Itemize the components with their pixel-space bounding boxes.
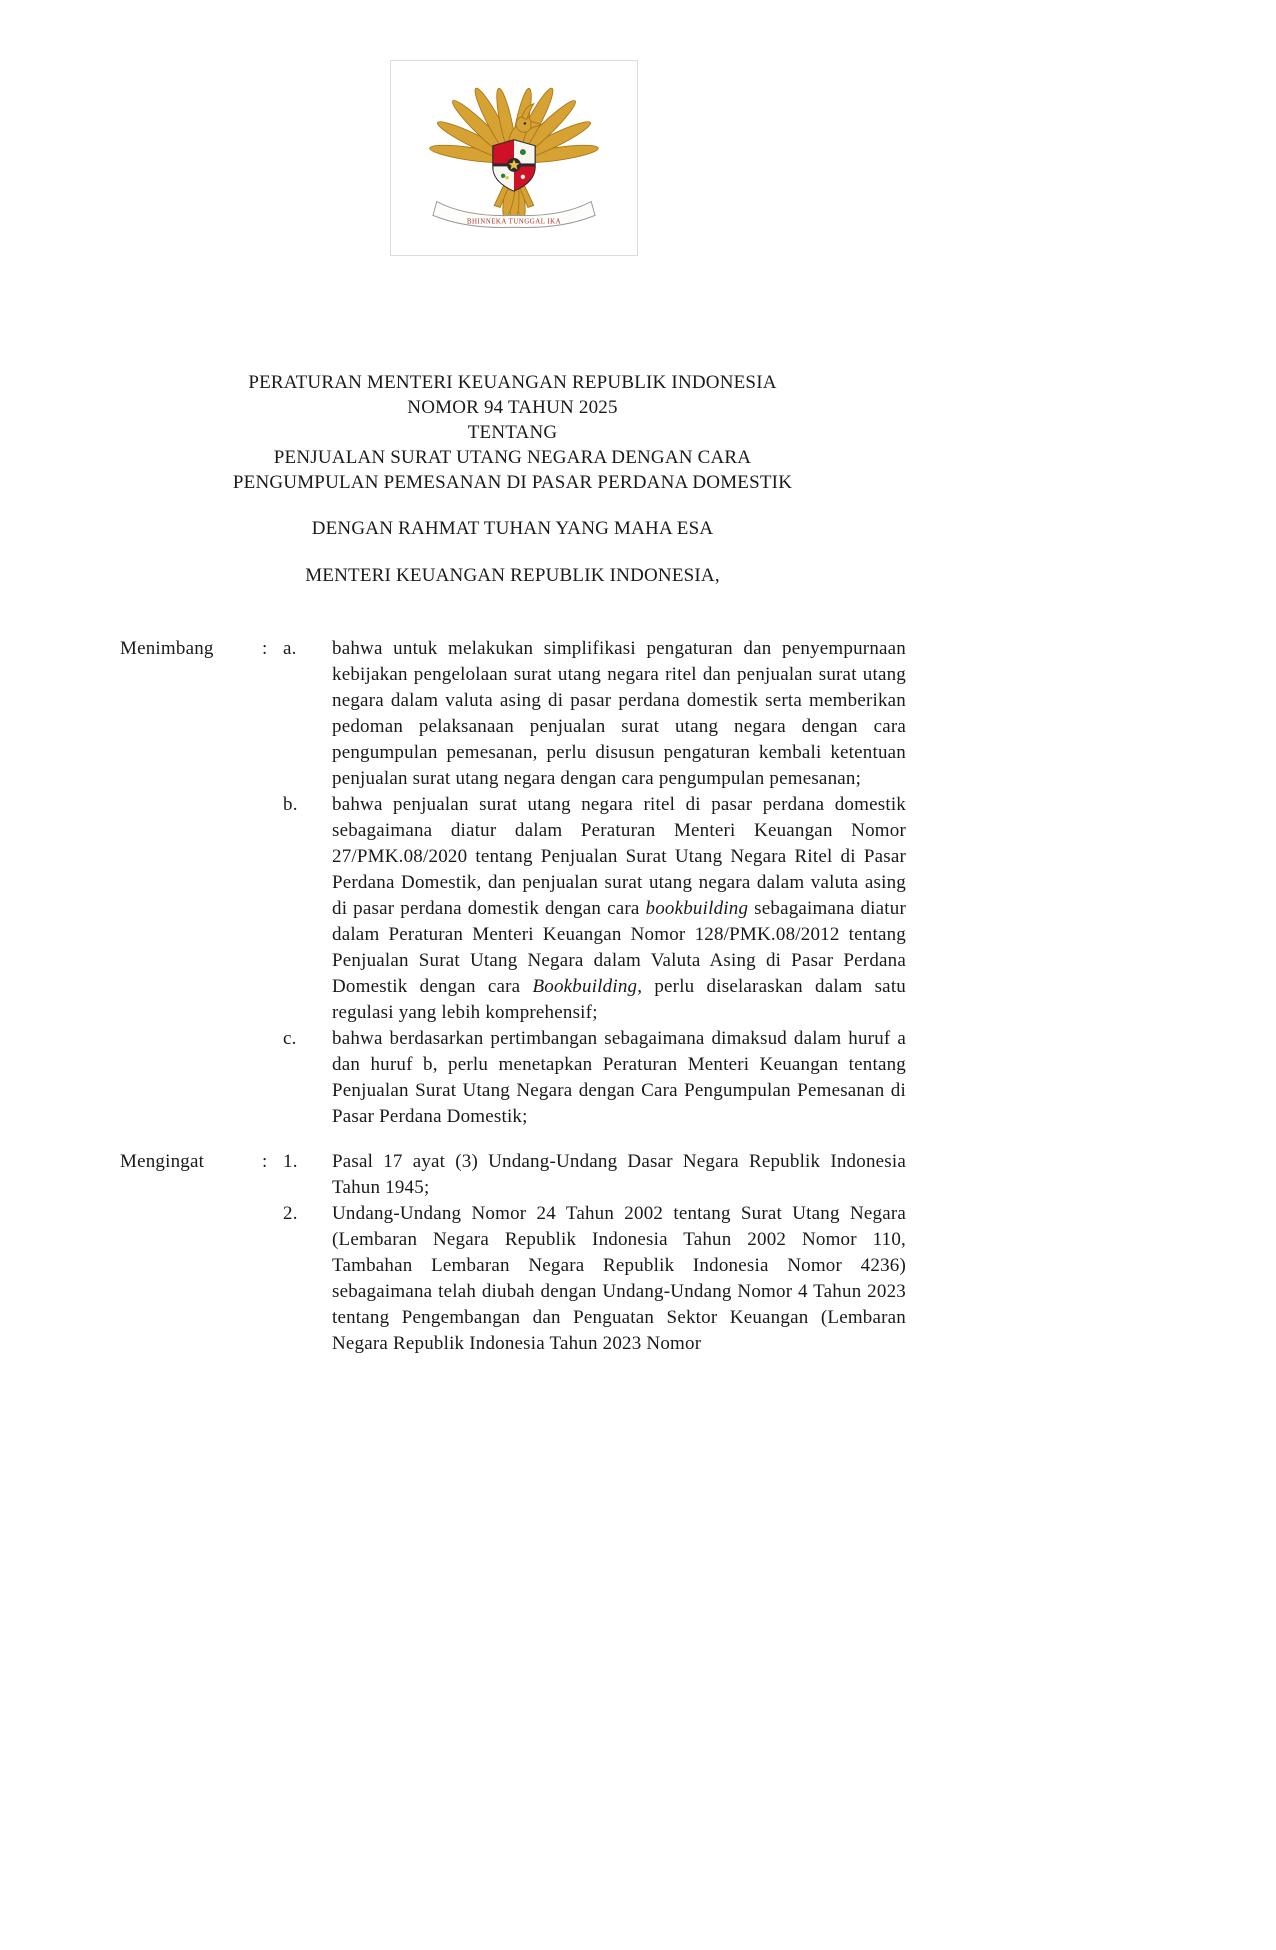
menimbang-colon: :	[262, 638, 268, 659]
item-marker: a.	[283, 638, 297, 659]
mengingat-colon: :	[262, 1151, 268, 1172]
item-text: bahwa berdasarkan pertimbangan sebagaimana dimaksud dalam huruf a dan huruf b, perlu menetapkan Peraturan Menteri Keuangan tentang Penjualan Surat Utang Negara dengan Cara Pengumpulan Pemesanan di Pasar Perdana Domestik;	[332, 1028, 906, 1127]
item-marker: 1.	[283, 1151, 298, 1172]
tentang-line: TENTANG	[467, 422, 558, 443]
item-marker: c.	[283, 1028, 297, 1049]
mengingat-section	[120, 1149, 906, 1357]
emblem-motto-text: BHINNEKA TUNGGAL IKA	[466, 218, 562, 226]
menimbang-item-b	[120, 792, 906, 1026]
regulation-number-line: NOMOR 94 TAHUN 2025	[407, 397, 618, 418]
mengingat-item-2	[120, 1201, 906, 1357]
menimbang-item-a	[120, 636, 906, 792]
menimbang-item-c	[120, 1026, 906, 1130]
authority-line: MENTERI KEUANGAN REPUBLIK INDONESIA,	[305, 565, 720, 586]
item-text: bahwa penjualan surat utang negara ritel di pasar perdana domestik sebagaimana diatur dalam Peraturan Menteri Keuangan Nomor 27/PMK.08/2020 tentang Penjualan Surat Utang Negara Ritel di Pasar Perdana Domestik, dan penjualan surat utang negara dalam valuta asing di pasar perdana domestik dengan cara bookbuilding sebagaimana diatur dalam Peraturan Menteri Keuangan Nomor 128/PMK.08/2012 tentang Penjualan Surat Utang Negara dalam Valuta Asing di Pasar Perdana Domestik dengan cara Bookbuilding, perlu diselaraskan dalam satu regulasi yang lebih komprehensif;	[332, 794, 906, 1023]
regulation-title-line-1: PERATURAN MENTERI KEUANGAN REPUBLIK INDONESIA	[248, 372, 777, 393]
item-text: Pasal 17 ayat (3) Undang-Undang Dasar Negara Republik Indonesia Tahun 1945;	[332, 1151, 906, 1198]
mengingat-item-1	[120, 1149, 906, 1201]
subject-line-1: PENJUALAN SURAT UTANG NEGARA DENGAN CARA	[273, 447, 752, 468]
subject-line-2: PENGUMPULAN PEMESANAN DI PASAR PERDANA DOMESTIK	[232, 472, 793, 493]
item-marker: b.	[283, 794, 298, 815]
menimbang-label: Menimbang	[120, 638, 214, 659]
item-text: bahwa untuk melakukan simplifikasi pengaturan dan penyempurnaan kebijakan pengelolaan surat utang negara ritel dan penjualan surat utang negara dalam valuta asing di pasar perdana domestik serta memberikan pedoman pelaksanaan penjualan surat utang negara dengan cara pengumpulan pemesanan, perlu disusun pengaturan kembali ketentuan penjualan surat utang negara dengan cara pengumpulan pemesanan;	[332, 638, 906, 789]
emblem-image-frame	[390, 60, 638, 256]
item-text: Undang-Undang Nomor 24 Tahun 2002 tentang Surat Utang Negara (Lembaran Negara Republik Indonesia Tahun 2002 Nomor 110, Tambahan Lembaran Negara Republik Indonesia Nomor 4236) sebagaimana telah diubah dengan Undang-Undang Nomor 4 Tahun 2023 tentang Pengembangan dan Penguatan Sektor Keuangan (Lembaran Negara Republik Indonesia Tahun 2023 Nomor	[332, 1203, 906, 1354]
garuda-pancasila-emblem	[405, 69, 623, 247]
invocation-line: DENGAN RAHMAT TUHAN YANG MAHA ESA	[311, 518, 714, 539]
mengingat-label: Mengingat	[120, 1151, 205, 1172]
menimbang-section	[120, 636, 906, 1130]
preamble	[120, 636, 906, 1357]
item-marker: 2.	[283, 1203, 298, 1224]
title-block	[120, 370, 905, 588]
